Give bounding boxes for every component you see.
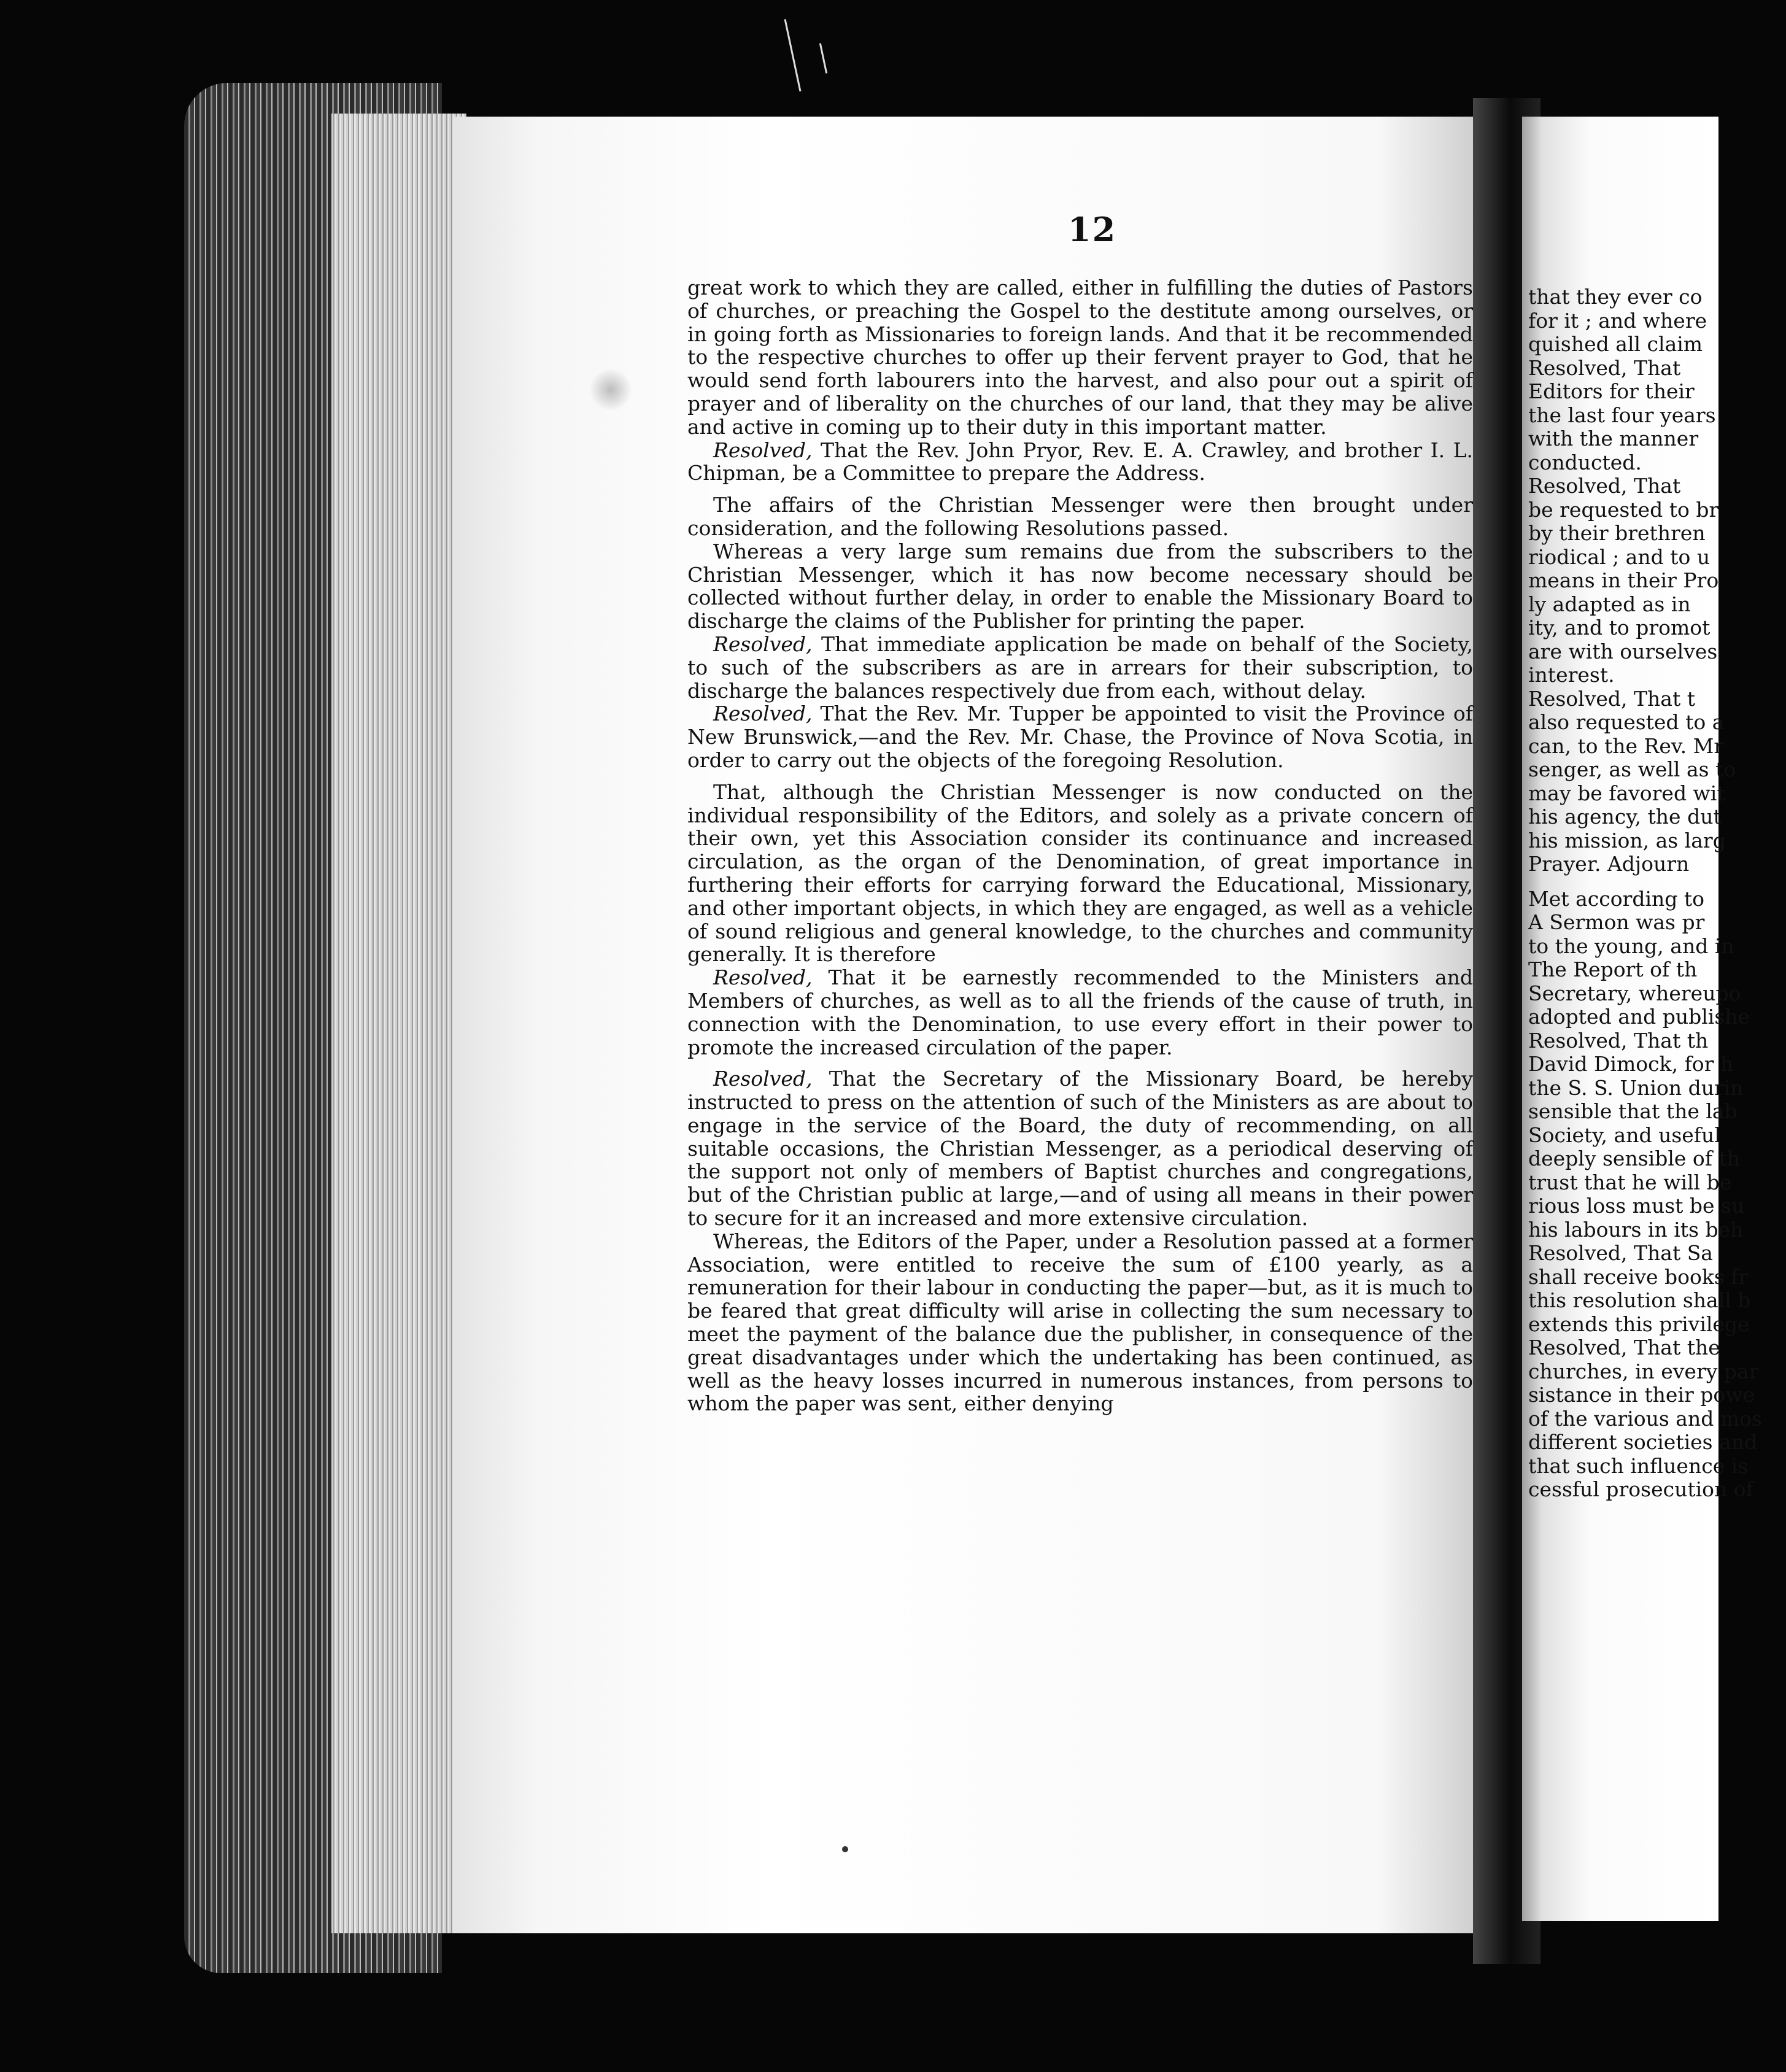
paper-speck [589, 368, 632, 411]
text-line: conducted. [1528, 450, 1642, 474]
paragraph: Resolved, That the Secretary of the Missionary Board, be hereby instructed to press on the attention of such of the Ministers as are about to engage in the service of the Board, the duty of recommending, on all suitable occasions, the Christian Messenger, as a periodical deserving of the support not only of members of Baptist churches and congregations, but of the Christian public at large,—and of using all means in their power to secure for it an increased and more extensive circulation. [687, 1067, 1473, 1231]
text-line: Editors for their [1528, 379, 1695, 403]
text-line: riodical ; and to u [1528, 544, 1711, 569]
text-line: his agency, the dut [1528, 805, 1722, 829]
text-line: quished all claim [1528, 332, 1703, 356]
text-line: are with ourselves [1528, 639, 1718, 663]
text-line: extends this privilege [1528, 1312, 1750, 1336]
paragraph: Resolved, That the Rev. John Pryor, Rev. E. A. Crawley, and brother I. L. Chipman, be a Committee to prepare the Address. [687, 438, 1473, 485]
text-line: cessful prosecution of [1528, 1477, 1753, 1501]
text-line: for it ; and where [1528, 308, 1707, 333]
text-line: churches, in every par [1528, 1359, 1759, 1383]
text-line: The Report of th [1528, 957, 1698, 981]
text-line: Resolved, That Sa [1528, 1241, 1713, 1265]
text-line: Prayer. Adjourn [1528, 852, 1690, 876]
text-line: sensible that the lab [1528, 1099, 1738, 1123]
text-line: to the young, and in [1528, 934, 1734, 958]
text-line: Resolved, That [1528, 474, 1681, 498]
paper-dot [842, 1846, 848, 1852]
text-line: this resolution shall b [1528, 1288, 1751, 1312]
text-line: the last four years [1528, 403, 1716, 427]
text-line: senger, as well as to [1528, 757, 1736, 781]
text-line: David Dimock, for h [1528, 1052, 1734, 1076]
text-line: shall receive books fr [1528, 1264, 1749, 1289]
text-line: trust that he will be [1528, 1170, 1732, 1194]
text-line: Resolved, That [1528, 355, 1681, 380]
text-line: with the manner [1528, 427, 1699, 450]
text-line: Met according to [1528, 886, 1705, 911]
text-line: A Sermon was pr [1528, 910, 1705, 934]
page-number: 12 [1068, 210, 1117, 249]
paragraph: Whereas, the Editors of the Paper, under a Resolution passed at a former Association, were entitled to receive the sum of £100 yearly, as a remuneration for their labour in conducting the paper—but, as it is much to be feared that great difficulty will arise in collecting the sum necessary to meet the payment of the balance due the publisher, in consequence of the great disadvantages under which the undertaking has been continued, as well as the heavy losses incurred in numerous instances, from persons to whom the paper was sent, either denying [687, 1229, 1473, 1416]
text-line: sistance in their powe [1528, 1383, 1755, 1407]
text-line: ly adapted as in [1528, 592, 1691, 616]
text-line: Resolved, That th [1528, 1028, 1709, 1053]
text-line: Resolved, That t [1528, 686, 1695, 711]
text-line: by their brethren [1528, 521, 1706, 545]
paragraph: Resolved, That immediate application be made on behalf of the Society, to such of the subscribers as are in arrears for their subscription, to discharge the balances respectively due from each, without delay. [687, 632, 1473, 703]
text-line: can, to the Rev. Mr [1528, 733, 1724, 758]
paragraph: Whereas a very large sum remains due from the subscribers to the Christian Messenger, which it has now become necessary should be collected without further delay, in order to enable the Missionary Board to discharge the claims of the Publisher for printing the paper. [687, 539, 1473, 633]
text-line: his mission, as larg [1528, 828, 1726, 852]
paragraph: That, although the Christian Messenger is now conducted on the individual responsibility of the Editors, and solely as a private concern of their own, yet this Association consider its continuance and increased circulation, as the organ of the Denomination, of great importance in furthering their efforts for carrying forward the Educational, Missionary, and other important objects, in which they are engaged, as well as a vehicle of sound religious and general knowledge, to the churches and community generally. It is therefore [687, 779, 1473, 967]
text-line: be requested to br [1528, 497, 1719, 522]
film-scratch [819, 43, 827, 74]
text-line: means in their Pro [1528, 568, 1719, 592]
text-line: of the various and mos [1528, 1406, 1762, 1431]
text-line: Resolved, That the [1528, 1336, 1720, 1359]
text-line: also requested to a [1528, 710, 1725, 734]
paragraph: The affairs of the Christian Messenger were then brought under consideration, and the following Resolutions passed. [687, 493, 1473, 540]
paragraph: great work to which they are called, either in fulfilling the duties of Pastors of churches, or preaching the Gospel to the destitute among ourselves, or in going forth as Missionaries to foreign lands. And that it be recommended to the respective churches to offer up their fervent prayer to God, that he would send forth labourers into the harvest, and also pour out a spirit of prayer and of liberality on the churches of our land, that they may be alive and active in coming up to their duty in this important matter. [687, 276, 1473, 439]
text-line: the S. S. Union durin [1528, 1075, 1744, 1100]
text-block-edges [331, 114, 466, 1933]
left-page-text [687, 276, 1473, 1415]
text-line: interest. [1528, 663, 1615, 687]
text-line: adopted and publishe [1528, 1005, 1750, 1029]
text-line: that such influence is [1528, 1453, 1749, 1478]
text-line: rious loss must be su [1528, 1194, 1745, 1218]
text-line: different societies and [1528, 1430, 1758, 1454]
text-line: Secretary, whereupo [1528, 981, 1741, 1005]
text-line: that they ever co [1528, 285, 1703, 309]
film-scratch [784, 19, 802, 91]
text-line: may be favored wit [1528, 781, 1725, 805]
paragraph: Resolved, That the Rev. Mr. Tupper be appointed to visit the Province of New Brunswick,—and the Rev. Mr. Chase, the Province of Nova Scotia, in order to carry out the objects of the foregoing Resolution. [687, 702, 1473, 772]
text-line: deeply sensible of th [1528, 1146, 1740, 1170]
text-line [1528, 876, 1786, 887]
right-page-text [1528, 285, 1786, 1502]
paragraph: Resolved, That it be earnestly recommended to the Ministers and Members of churches, as well as to all the friends of the cause of truth, in connection with the Denomination, to use every effort in their power to promote the increased circulation of the paper. [687, 965, 1473, 1059]
text-line: ity, and to promot [1528, 616, 1711, 640]
text-line: Society, and useful [1528, 1123, 1721, 1147]
text-line: his labours in its beh [1528, 1217, 1744, 1242]
